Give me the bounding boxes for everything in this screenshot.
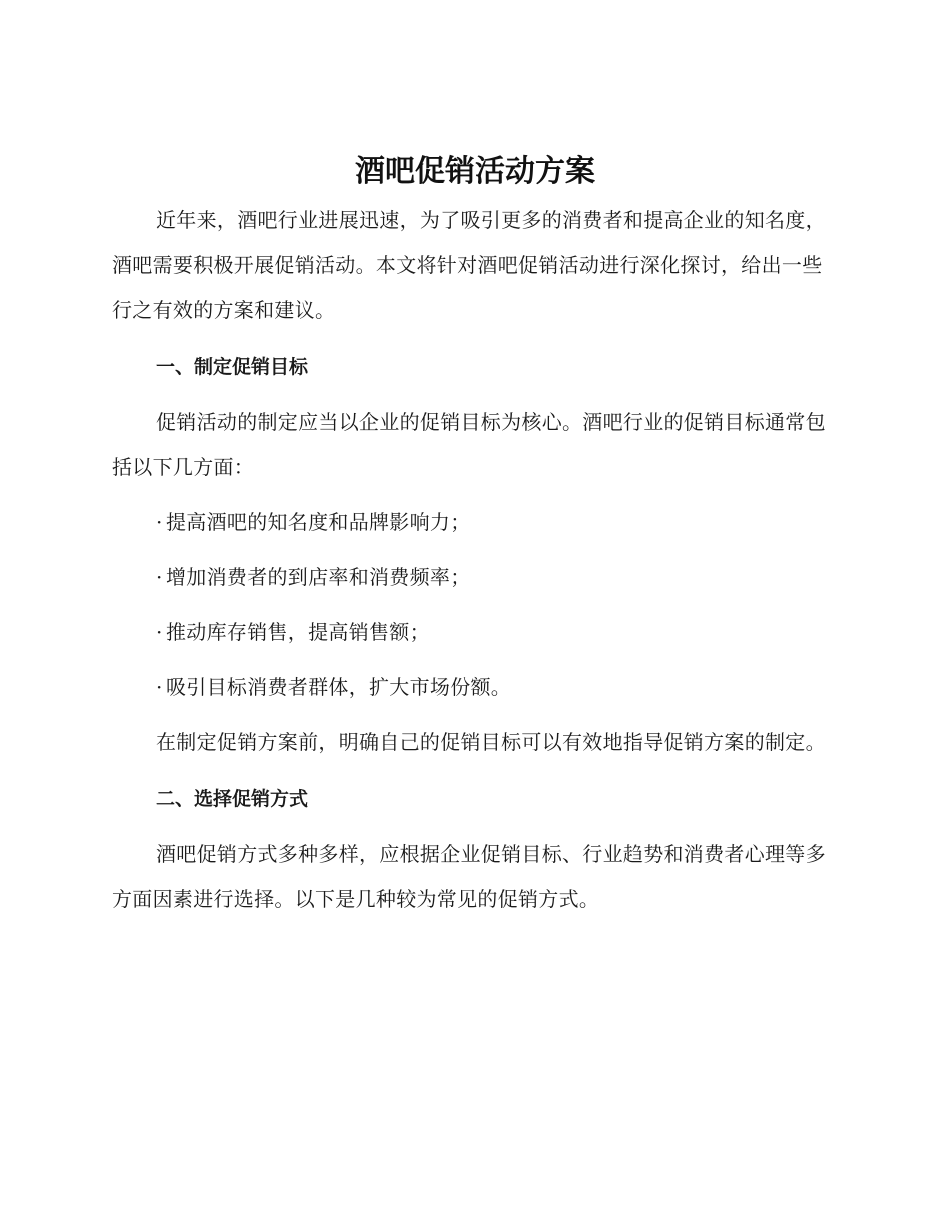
section-heading-goals: 一、制定促销目标 <box>156 356 309 378</box>
spacer <box>112 600 832 610</box>
goals-paragraph: 促销活动的制定应当以企业的促销目标为核心。酒吧行业的促销目标通常包括以下几方面： <box>112 410 826 479</box>
intro-paragraph: 近年来，酒吧行业进展迅速，为了吸引更多的消费者和提高企业的知名度，酒吧需要积极开展促销活动。本文将针对酒吧促销活动进行深化探讨，给出一些行之有效的方案和建议。 <box>112 208 826 322</box>
bullet-dot-icon: · <box>156 675 163 699</box>
spacer <box>112 765 832 777</box>
goal-bullet-item <box>112 500 832 545</box>
section-heading-methods: 二、选择促销方式 <box>156 788 309 810</box>
spacer <box>112 333 832 345</box>
bullet-text: 增加消费者的到店率和消费频率； <box>166 565 471 589</box>
bullet-dot-icon: · <box>156 620 163 644</box>
spacer <box>112 655 832 665</box>
spacer <box>112 545 832 555</box>
bullet-dot-icon: · <box>156 510 163 534</box>
goal-bullet-item <box>112 665 832 710</box>
bullet-dot-icon: · <box>156 565 163 589</box>
spacer <box>112 822 832 832</box>
methods-paragraph: 酒吧促销方式多种多样，应根据企业促销目标、行业趋势和消费者心理等多方面因素进行选择。以下是几种较为常见的促销方式。 <box>112 842 826 911</box>
bullet-text: 吸引目标消费者群体，扩大市场份额。 <box>166 675 512 699</box>
spacer <box>112 490 832 500</box>
bullet-text: 推动库存销售，提高销售额； <box>166 620 430 644</box>
document-title: 酒吧促销活动方案 <box>355 154 595 189</box>
spacer <box>112 390 832 400</box>
goal-bullet-item <box>112 610 832 655</box>
document-body <box>112 198 832 922</box>
bullet-text: 提高酒吧的知名度和品牌影响力； <box>166 510 471 534</box>
goal-bullet-item <box>112 555 832 600</box>
goals-closing-paragraph: 在制定促销方案前，明确自己的促销目标可以有效地指导促销方案的制定。 <box>156 730 826 754</box>
spacer <box>112 710 832 720</box>
